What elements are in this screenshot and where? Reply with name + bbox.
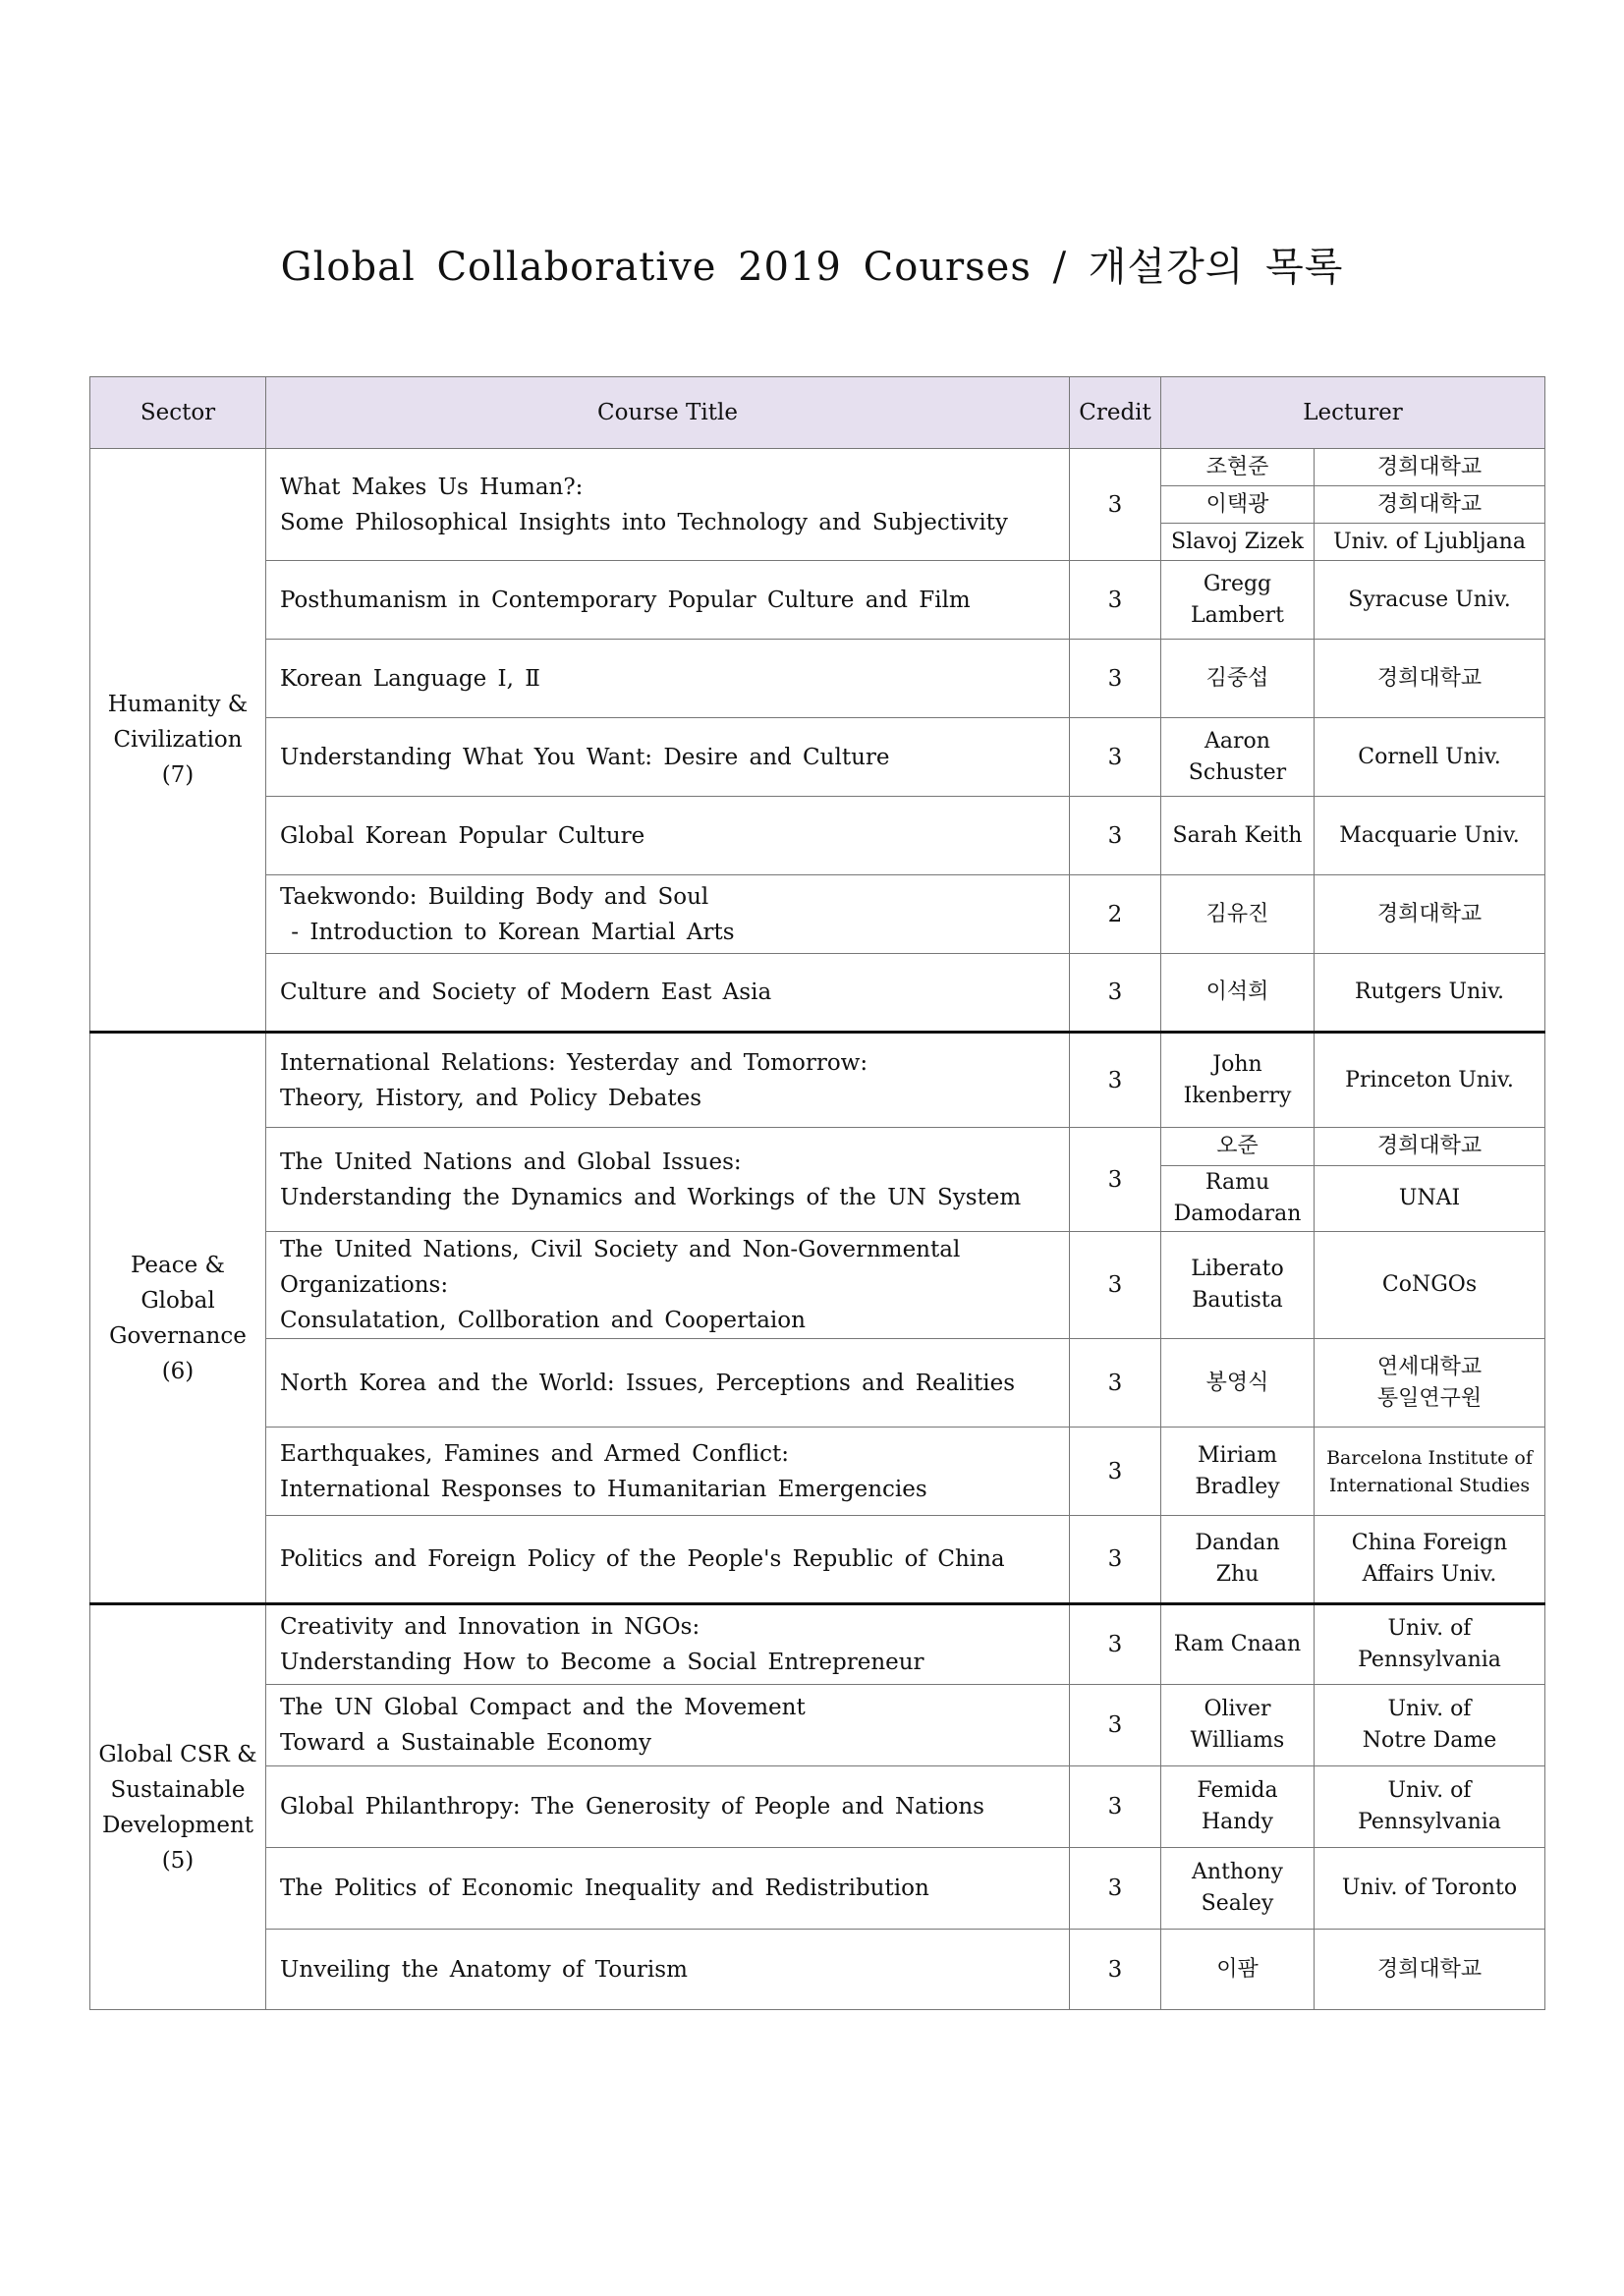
lecturer-name: Femida Handy: [1161, 1766, 1315, 1848]
course-credit: 3: [1070, 718, 1161, 797]
table-row: [90, 1128, 1545, 1166]
course-credit: 3: [1070, 449, 1161, 561]
course-title: International Relations: Yesterday and Tomorrow: Theory, History, and Policy Debates: [266, 1033, 1070, 1128]
table-row: [90, 1766, 1545, 1848]
lecturer-affiliation: Univ. of Toronto: [1315, 1848, 1545, 1930]
course-title: Taekwondo: Building Body and Soul - Introduction to Korean Martial Arts: [266, 875, 1070, 954]
course-credit: 3: [1070, 1232, 1161, 1339]
course-title: Politics and Foreign Policy of the People's Republic of China: [266, 1516, 1070, 1604]
course-credit: 2: [1070, 875, 1161, 954]
table-row: [90, 449, 1545, 486]
course-title: Global Philanthropy: The Generosity of People and Nations: [266, 1766, 1070, 1848]
table-row: [90, 1033, 1545, 1128]
lecturer-affiliation: Macquarie Univ.: [1315, 797, 1545, 875]
lecturer-affiliation: China Foreign Affairs Univ.: [1315, 1516, 1545, 1604]
lecturer-affiliation: Univ. of Ljubljana: [1315, 524, 1545, 561]
course-title: Global Korean Popular Culture: [266, 797, 1070, 875]
lecturer-affiliation: 경희대학교: [1315, 449, 1545, 486]
lecturer-name: Dandan Zhu: [1161, 1516, 1315, 1604]
lecturer-name: Sarah Keith: [1161, 797, 1315, 875]
table-row: [90, 954, 1545, 1033]
lecturer-name: 오준: [1161, 1128, 1315, 1166]
course-title: Korean Language Ⅰ, Ⅱ: [266, 640, 1070, 718]
table-row: [90, 561, 1545, 640]
table-row: [90, 875, 1545, 954]
lecturer-name: Ram Cnaan: [1161, 1604, 1315, 1685]
lecturer-affiliation: 경희대학교: [1315, 1128, 1545, 1166]
lecturer-name: 김유진: [1161, 875, 1315, 954]
lecturer-affiliation: Cornell Univ.: [1315, 718, 1545, 797]
course-credit: 3: [1070, 1128, 1161, 1232]
course-credit: 3: [1070, 1766, 1161, 1848]
sector-label: Civilization: [113, 727, 243, 753]
course-title: Earthquakes, Famines and Armed Conflict: International Responses to Humanitarian Emergencies: [266, 1428, 1070, 1516]
table-row: [90, 640, 1545, 718]
lecturer-affiliation: Univ. of Pennsylvania: [1315, 1766, 1545, 1848]
course-credit: 3: [1070, 1428, 1161, 1516]
course-credit: 3: [1070, 640, 1161, 718]
table-row: [90, 1604, 1545, 1685]
header-course-title: Course Title: [266, 377, 1070, 449]
lecturer-name: 조현준: [1161, 449, 1315, 486]
lecturer-name: 김중섭: [1161, 640, 1315, 718]
lecturer-affiliation: Barcelona Institute of International Studies: [1315, 1428, 1545, 1516]
lecturer-name: 이팜: [1161, 1930, 1315, 2010]
table-row: [90, 1930, 1545, 2010]
lecturer-name: Ramu Damodaran: [1161, 1166, 1315, 1232]
course-title: North Korea and the World: Issues, Perceptions and Realities: [266, 1339, 1070, 1428]
lecturer-affiliation: Univ. of Notre Dame: [1315, 1685, 1545, 1766]
lecturer-name: Aaron Schuster: [1161, 718, 1315, 797]
lecturer-affiliation: Syracuse Univ.: [1315, 561, 1545, 640]
course-credit: 3: [1070, 561, 1161, 640]
course-title: The Politics of Economic Inequality and Redistribution: [266, 1848, 1070, 1930]
sector-cell: Global CSR & Sustainable Development (5): [90, 1604, 266, 2010]
sector-count: (6): [161, 1358, 195, 1384]
course-title: Creativity and Innovation in NGOs: Understanding How to Become a Social Entrepreneur: [266, 1604, 1070, 1685]
table-row: [90, 1516, 1545, 1604]
sector-count: (5): [161, 1847, 195, 1874]
lecturer-name: 이택광: [1161, 486, 1315, 524]
course-title: Understanding What You Want: Desire and Culture: [266, 718, 1070, 797]
course-title: The United Nations and Global Issues: Understanding the Dynamics and Workings of the UN System: [266, 1128, 1070, 1232]
course-title: What Makes Us Human?: Some Philosophical Insights into Technology and Subjectivity: [266, 449, 1070, 561]
course-credit: 3: [1070, 797, 1161, 875]
lecturer-affiliation: Rutgers Univ.: [1315, 954, 1545, 1033]
lecturer-affiliation: CoNGOs: [1315, 1232, 1545, 1339]
table-row: [90, 1848, 1545, 1930]
lecturer-affiliation: Univ. of Pennsylvania: [1315, 1604, 1545, 1685]
course-credit: 3: [1070, 954, 1161, 1033]
lecturer-affiliation: 경희대학교: [1315, 1930, 1545, 2010]
lecturer-affiliation: 경희대학교: [1315, 486, 1545, 524]
lecturer-affiliation: UNAI: [1315, 1166, 1545, 1232]
course-title: Culture and Society of Modern East Asia: [266, 954, 1070, 1033]
course-credit: 3: [1070, 1848, 1161, 1930]
course-credit: 3: [1070, 1685, 1161, 1766]
table-row: [90, 1685, 1545, 1766]
lecturer-name: John Ikenberry: [1161, 1033, 1315, 1128]
lecturer-affiliation: 경희대학교: [1315, 875, 1545, 954]
header-sector: Sector: [90, 377, 266, 449]
sector-cell: Peace & Global Governance (6): [90, 1033, 266, 1604]
table-row: [90, 1428, 1545, 1516]
lecturer-name: Anthony Sealey: [1161, 1848, 1315, 1930]
course-title: Posthumanism in Contemporary Popular Culture and Film: [266, 561, 1070, 640]
table-header-row: [90, 377, 1545, 449]
lecturer-name: 봉영식: [1161, 1339, 1315, 1428]
page-title: Global Collaborative 2019 Courses / 개설강의 목록: [280, 245, 1344, 290]
course-credit: 3: [1070, 1604, 1161, 1685]
lecturer-name: Gregg Lambert: [1161, 561, 1315, 640]
course-credit: 3: [1070, 1516, 1161, 1604]
table-row: [90, 718, 1545, 797]
lecturer-affiliation: 연세대학교 통일연구원: [1315, 1339, 1545, 1428]
header-credit: Credit: [1070, 377, 1161, 449]
course-credit: 3: [1070, 1930, 1161, 2010]
lecturer-name: Miriam Bradley: [1161, 1428, 1315, 1516]
sector-label: Humanity &: [107, 692, 249, 717]
header-lecturer: Lecturer: [1161, 377, 1545, 449]
course-title: Unveiling the Anatomy of Tourism: [266, 1930, 1070, 2010]
sector-cell: [90, 449, 266, 1033]
table-row: [90, 1232, 1545, 1339]
course-table: [89, 376, 1545, 2010]
course-credit: 3: [1070, 1339, 1161, 1428]
course-title: The United Nations, Civil Society and Non-Governmental Organizations: Consulatation, Collboration and Coopertaion: [266, 1232, 1070, 1339]
lecturer-affiliation: Princeton Univ.: [1315, 1033, 1545, 1128]
lecturer-name: Liberato Bautista: [1161, 1232, 1315, 1339]
sector-count: (7): [161, 762, 195, 788]
course-title: The UN Global Compact and the Movement Toward a Sustainable Economy: [266, 1685, 1070, 1766]
table-row: [90, 797, 1545, 875]
table-row: [90, 1339, 1545, 1428]
lecturer-name: Slavoj Zizek: [1161, 524, 1315, 561]
lecturer-name: Oliver Williams: [1161, 1685, 1315, 1766]
lecturer-name: 이석희: [1161, 954, 1315, 1033]
course-credit: 3: [1070, 1033, 1161, 1128]
lecturer-affiliation: 경희대학교: [1315, 640, 1545, 718]
